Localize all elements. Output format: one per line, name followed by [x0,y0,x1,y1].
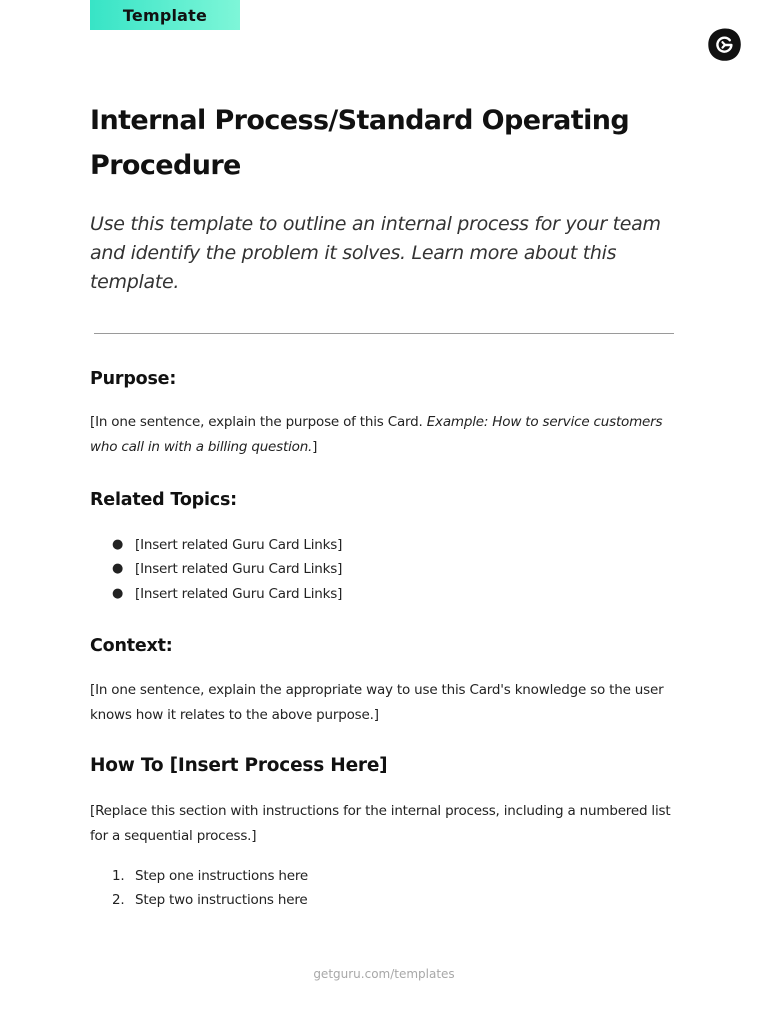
footer-url: getguru.com/templates [313,967,455,981]
context-heading: Context: [90,636,173,656]
context-text: [In one sentence, explain the appropriate way to use this Card's knowledge so the user knows how it relates to the above purpose.] [90,682,664,723]
bullet-icon: ● [112,585,124,601]
purpose-text-end: ] [312,438,318,455]
step-number: 1. [112,868,125,884]
related-topic-item [90,533,342,557]
purpose-example: Example: How to service customers who call in with a billing question. [90,414,663,455]
bullet-icon: ● [112,537,124,552]
related-topic-item [90,582,342,606]
step-text: Step two instructions here [135,892,308,909]
step-item [90,888,308,912]
purpose-text-lead: [In one sentence, explain the purpose of this Card. [90,414,427,430]
template-badge-label: Template [122,5,208,25]
document-subtitle: Use this template to outline an internal process for your team and identify the problem it solves. Learn more about this template. [90,213,661,293]
section-divider [94,333,674,334]
purpose-heading: Purpose: [90,369,177,389]
guru-logo-icon [707,27,742,62]
template-badge [90,0,240,30]
related-topics-heading: Related Topics: [90,490,237,510]
related-topic-item [90,557,342,581]
how-to-text: [Replace this section with instructions for the internal process, including a numbered list for a sequential process.] [90,803,671,844]
related-topic-link: [Insert related Guru Card Links] [135,585,343,602]
related-topic-link: [Insert related Guru Card Links] [135,561,343,578]
step-number: 2. [112,892,125,909]
step-item [90,864,308,888]
bullet-icon: ● [112,561,124,577]
how-to-steps-list [90,864,308,913]
related-topics-list [90,533,342,606]
purpose-text [90,410,690,459]
how-to-heading: How To [Insert Process Here] [90,755,388,776]
related-topic-link: [Insert related Guru Card Links] [135,537,343,553]
step-text: Step one instructions here [135,868,309,884]
document-title: Internal Process/Standard Operating Procedure [90,105,630,181]
